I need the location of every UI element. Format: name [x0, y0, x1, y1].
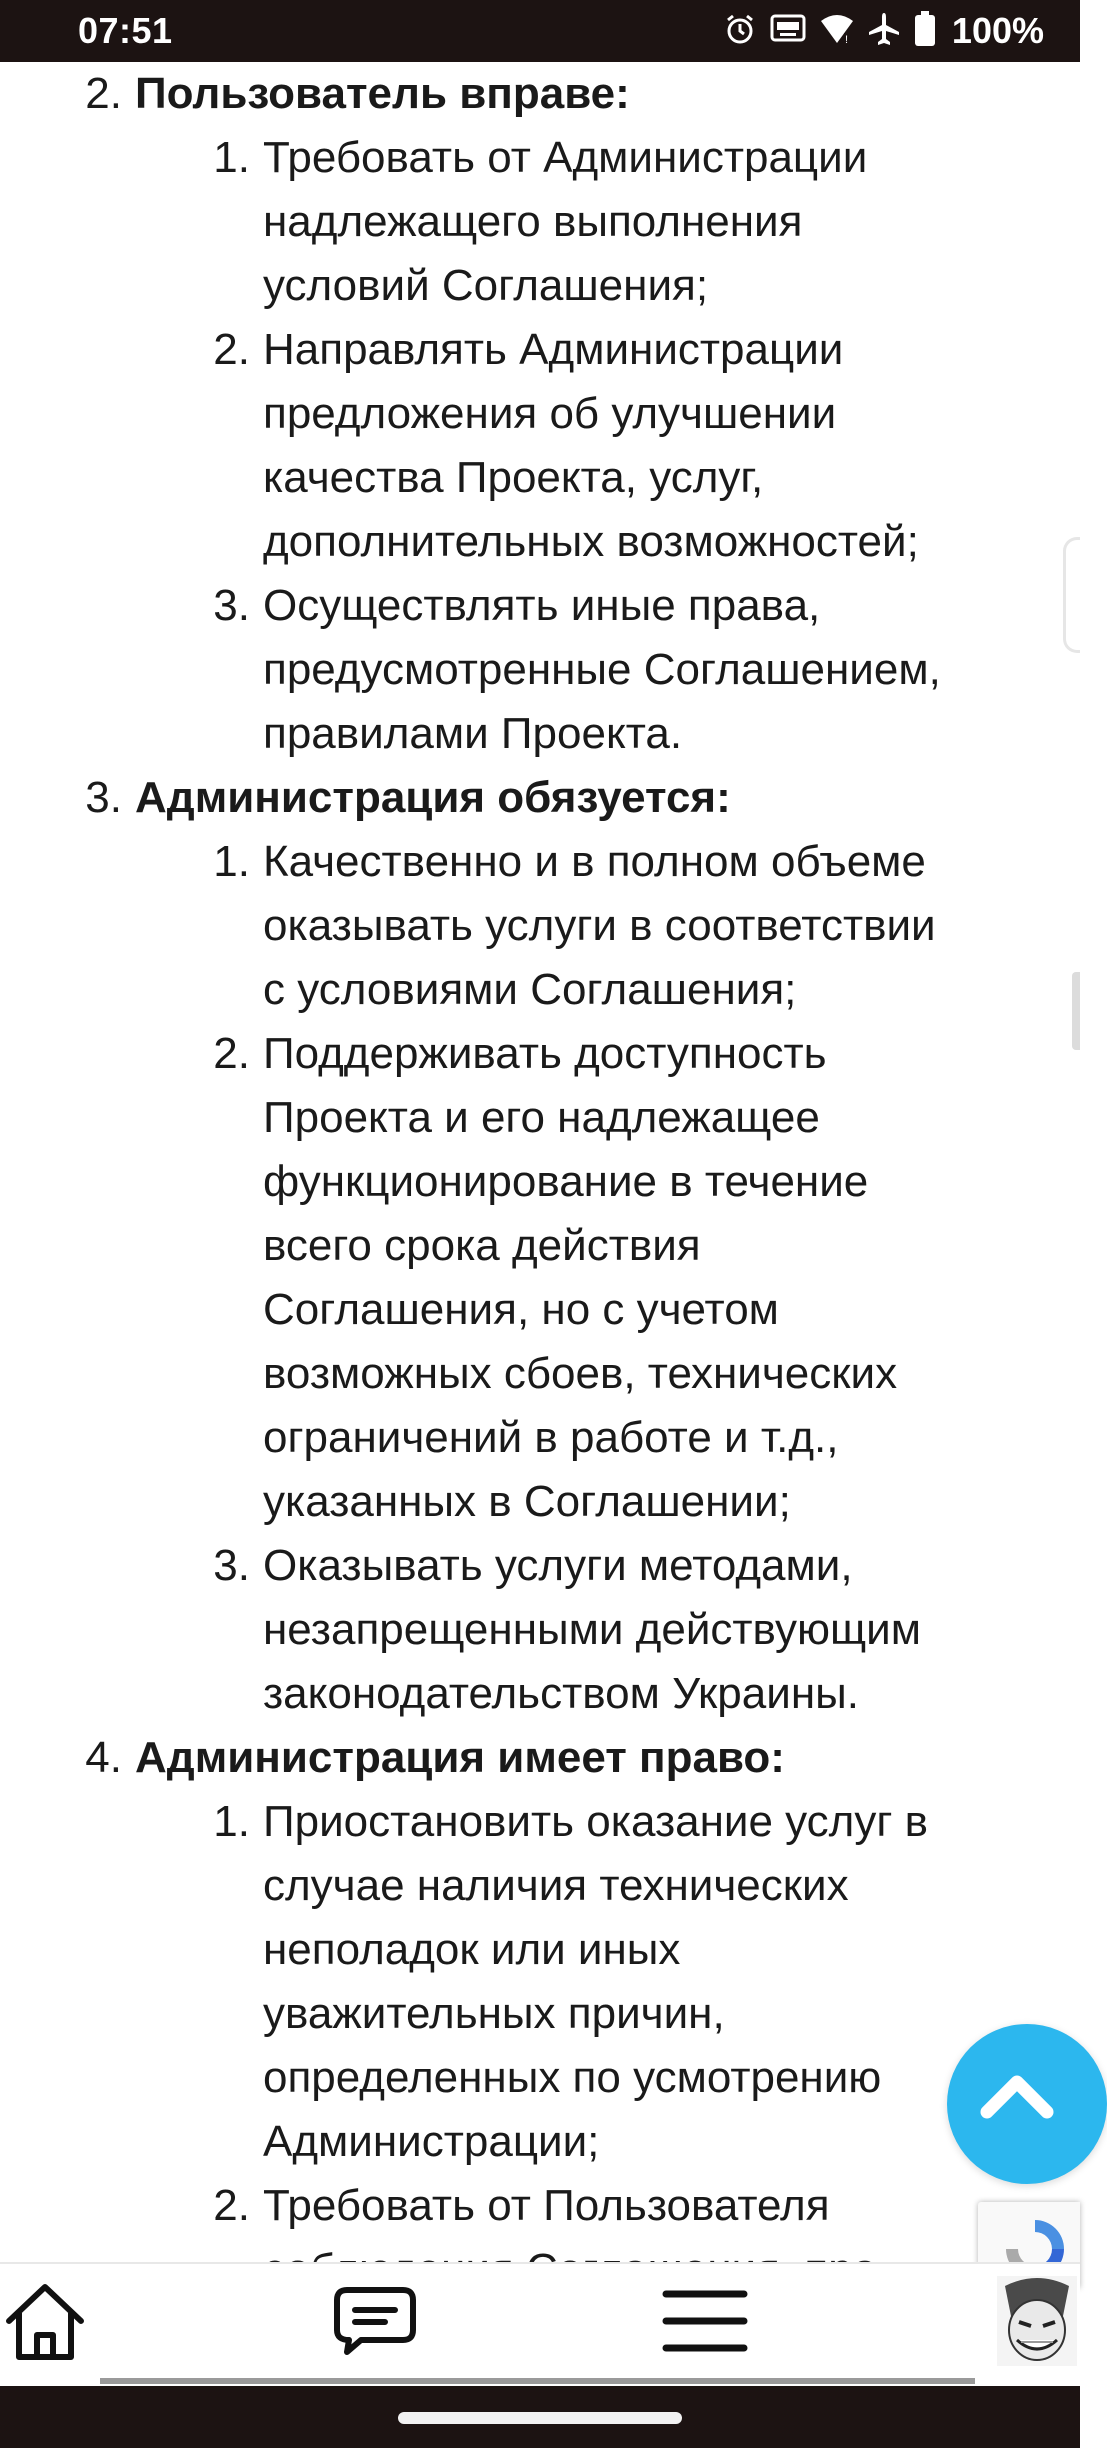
item-number: 3. [213, 581, 250, 630]
item-text-line: возможных сбоев, технических [263, 1349, 898, 1398]
item-text-line: условий Соглашения; [263, 261, 709, 310]
nav-profile-button[interactable] [994, 2264, 1080, 2382]
item-text-line: уважительных причин, [263, 1989, 725, 2038]
item-text-line: Соглашения, но с учетом [263, 1285, 779, 1334]
item-text-line: дополнительных возможностей; [263, 517, 919, 566]
nav-menu-button[interactable] [650, 2264, 760, 2382]
item-text-line: оказывать услуги в соответствии [263, 901, 936, 950]
section-title: Пользователь вправе: [135, 69, 630, 118]
item-text-line: надлежащего выполнения [263, 197, 803, 246]
item-number: 1. [213, 837, 250, 886]
svg-text:!: ! [844, 33, 848, 46]
gesture-home-pill[interactable] [398, 2412, 682, 2424]
item-text-line: Приостановить оказание услуг в [263, 1797, 929, 1846]
chat-bubble-icon [333, 2286, 417, 2361]
status-icons [724, 9, 1044, 53]
item-text-line: правилами Проекта. [263, 709, 683, 758]
item-text-line: незапрещенными действующим [263, 1605, 921, 1654]
scroll-to-top-button[interactable] [947, 2024, 1107, 2184]
item-number: 3. [213, 1541, 250, 1590]
section-title: Администрация имеет право: [135, 1733, 785, 1782]
section-title: Администрация обязуется: [135, 773, 731, 822]
wifi-icon [820, 13, 854, 50]
item-text-line: указанных в Соглашении; [263, 1477, 791, 1526]
home-icon [3, 2279, 87, 2368]
bottom-navigation [0, 2262, 1080, 2382]
item-text-line: случае наличия технических [263, 1861, 849, 1910]
item-text-line: Требовать от Администрации [263, 133, 868, 182]
item-text-line: неполадок или иных [263, 1925, 681, 1974]
item-number: 1. [213, 1797, 250, 1846]
airplane-mode-icon [868, 12, 900, 51]
item-text-line: всего срока действия [263, 1221, 701, 1270]
item-number: 2. [213, 2181, 250, 2230]
item-text-line: Осуществлять иные права, [263, 581, 821, 630]
item-text-line: Качественно и в полном объеме [263, 837, 926, 886]
item-number: 2. [213, 325, 250, 374]
nav-home-button[interactable] [0, 2264, 90, 2382]
avatar-icon [997, 2276, 1077, 2371]
item-text-line: ограничений в работе и т.д., [263, 1413, 839, 1462]
item-text-line: Требовать от Пользователя [263, 2181, 830, 2230]
hamburger-menu-icon [662, 2288, 748, 2359]
item-text-line: предусмотренные Соглашением, [263, 645, 941, 694]
auto-brightness-icon [770, 13, 806, 50]
nav-messages-button[interactable] [320, 2264, 430, 2382]
item-text-line: Направлять Администрации [263, 325, 844, 374]
side-edge-handle[interactable] [1063, 537, 1080, 653]
item-text-line: с условиями Соглашения; [263, 965, 797, 1014]
section-number: 3. [85, 773, 122, 822]
item-text-line: определенных по усмотрению [263, 2053, 882, 2102]
scrollbar-thumb[interactable] [1072, 972, 1080, 1050]
item-number: 1. [213, 133, 250, 182]
item-number: 2. [213, 1029, 250, 1078]
battery-icon [914, 11, 936, 52]
item-text-line: законодательством Украины. [263, 1669, 859, 1718]
section-number: 2. [85, 69, 122, 118]
status-time: 07:51 [78, 10, 173, 51]
section-number: 4. [85, 1733, 122, 1782]
status-bar [0, 0, 1080, 62]
item-text-line: Оказывать услуги методами, [263, 1541, 853, 1590]
alarm-icon [724, 13, 756, 50]
item-text-line: предложения об улучшении [263, 389, 837, 438]
item-text-line: качества Проекта, услуг, [263, 453, 764, 502]
agreement-content[interactable] [0, 62, 1080, 2262]
item-text-line: функционирование в течение [263, 1157, 869, 1206]
horizontal-scrollbar [100, 2378, 975, 2384]
item-text-line: Поддерживать доступность [263, 1029, 827, 1078]
battery-percentage: 100% [951, 10, 1044, 51]
item-text-line: Проекта и его надлежащее [263, 1093, 820, 1142]
chevron-up-icon [977, 2064, 1057, 2129]
item-text-line: Администрации; [263, 2117, 600, 2166]
